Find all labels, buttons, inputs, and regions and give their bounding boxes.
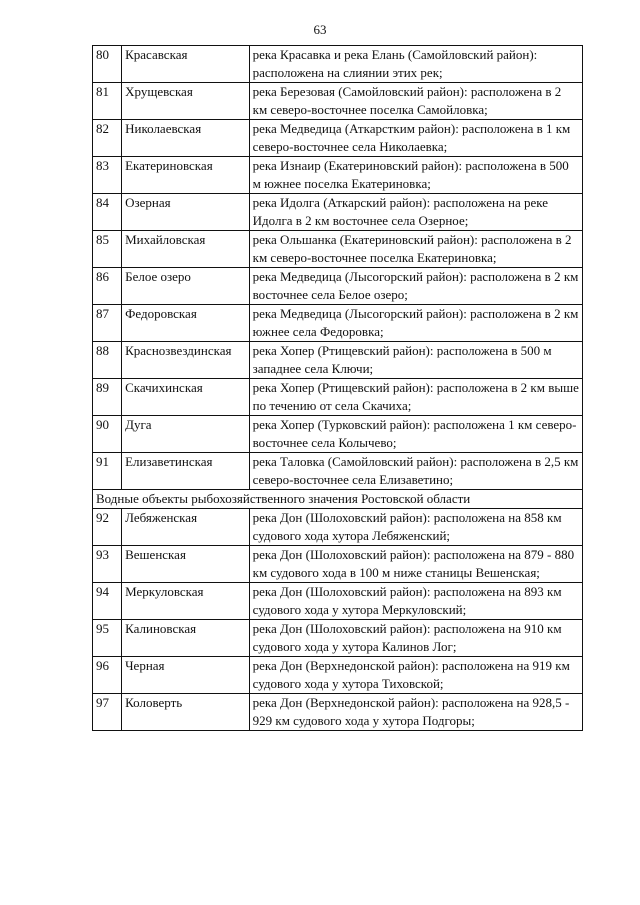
- row-number: 83: [93, 157, 122, 194]
- row-number: 80: [93, 46, 122, 83]
- row-description: река Медведица (Лысогорский район): расположена в 2 км восточнее села Белое озеро;: [249, 268, 582, 305]
- row-name: Скачихинская: [122, 379, 250, 416]
- table-row: [93, 453, 583, 490]
- row-name: Озерная: [122, 194, 250, 231]
- row-description: река Дон (Шолоховский район): расположена на 893 км судового хода у хутора Меркуловский;: [249, 583, 582, 620]
- table-row: [93, 194, 583, 231]
- row-number: 90: [93, 416, 122, 453]
- row-number: 82: [93, 120, 122, 157]
- row-description: река Идолга (Аткарский район): расположена на реке Идолга в 2 км восточнее села Озерное;: [249, 194, 582, 231]
- row-name: Вешенская: [122, 546, 250, 583]
- table-row: [93, 342, 583, 379]
- row-description: река Таловка (Самойловский район): расположена в 2,5 км северо-восточнее села Елизаветино;: [249, 453, 582, 490]
- table-row: [93, 46, 583, 83]
- table-row: [93, 268, 583, 305]
- table-row: [93, 157, 583, 194]
- table-row: [93, 694, 583, 731]
- row-description: река Хопер (Ртищевский район): расположена в 500 м западнее села Ключи;: [249, 342, 582, 379]
- row-number: 89: [93, 379, 122, 416]
- table-row: [93, 509, 583, 546]
- table-row: [93, 83, 583, 120]
- table-row: [93, 620, 583, 657]
- row-name: Дуга: [122, 416, 250, 453]
- row-number: 81: [93, 83, 122, 120]
- row-name: Меркуловская: [122, 583, 250, 620]
- table-row: [93, 583, 583, 620]
- row-number: 93: [93, 546, 122, 583]
- row-description: река Изнаир (Екатериновский район): расположена в 500 м южнее поселка Екатериновка;: [249, 157, 582, 194]
- table-body-saratov: [93, 46, 583, 490]
- row-name: Михайловская: [122, 231, 250, 268]
- row-description: река Дон (Шолоховский район): расположена на 910 км судового хода у хутора Калинов Лог;: [249, 620, 582, 657]
- row-name: Калиновская: [122, 620, 250, 657]
- row-number: 86: [93, 268, 122, 305]
- row-description: река Дон (Верхнедонской район): расположена на 919 км судового хода у хутора Тиховской;: [249, 657, 582, 694]
- row-description: река Дон (Шолоховский район): расположена на 879 - 880 км судового хода в 100 м ниже станицы Вешенская;: [249, 546, 582, 583]
- row-description: река Красавка и река Елань (Самойловский район): расположена на слиянии этих рек;: [249, 46, 582, 83]
- row-number: 96: [93, 657, 122, 694]
- row-number: 85: [93, 231, 122, 268]
- row-name: Краснозвездинская: [122, 342, 250, 379]
- row-description: река Ольшанка (Екатериновский район): расположена в 2 км северо-восточнее поселка Екатериновка;: [249, 231, 582, 268]
- water-bodies-table: [92, 45, 583, 731]
- page-number: 63: [313, 22, 327, 37]
- row-name: Елизаветинская: [122, 453, 250, 490]
- table-row: [93, 416, 583, 453]
- table-row: [93, 657, 583, 694]
- table-row: [93, 120, 583, 157]
- row-number: 87: [93, 305, 122, 342]
- table-row: [93, 379, 583, 416]
- row-name: Хрущевская: [122, 83, 250, 120]
- row-number: 88: [93, 342, 122, 379]
- section-heading: Водные объекты рыбохозяйственного значения Ростовской области: [93, 490, 583, 509]
- row-description: река Березовая (Самойловский район): расположена в 2 км северо-восточнее поселка Самойловка;: [249, 83, 582, 120]
- row-description: река Медведица (Лысогорский район): расположена в 2 км южнее села Федоровка;: [249, 305, 582, 342]
- row-name: Белое озеро: [122, 268, 250, 305]
- row-name: Федоровская: [122, 305, 250, 342]
- row-description: река Медведица (Аткарстким район): расположена в 1 км северо-восточнее села Николаевка;: [249, 120, 582, 157]
- table-row: [93, 231, 583, 268]
- table-row: [93, 546, 583, 583]
- row-name: Лебяженская: [122, 509, 250, 546]
- row-number: 84: [93, 194, 122, 231]
- row-name: Екатериновская: [122, 157, 250, 194]
- row-name: Черная: [122, 657, 250, 694]
- table-row: [93, 305, 583, 342]
- row-name: Николаевская: [122, 120, 250, 157]
- row-number: 95: [93, 620, 122, 657]
- section-row: [93, 490, 583, 509]
- row-number: 91: [93, 453, 122, 490]
- row-number: 97: [93, 694, 122, 731]
- row-description: река Хопер (Турковский район): расположена 1 км северо-восточнее села Колычево;: [249, 416, 582, 453]
- row-description: река Дон (Верхнедонской район): расположена на 928,5 - 929 км судового хода у хутора Подгоры;: [249, 694, 582, 731]
- row-name: Коловерть: [122, 694, 250, 731]
- row-number: 92: [93, 509, 122, 546]
- row-description: река Хопер (Ртищевский район): расположена в 2 км выше по течению от села Скачиха;: [249, 379, 582, 416]
- row-number: 94: [93, 583, 122, 620]
- table-body-rostov: [93, 509, 583, 731]
- row-description: река Дон (Шолоховский район): расположена на 858 км судового хода хутора Лебяженский;: [249, 509, 582, 546]
- row-name: Красавская: [122, 46, 250, 83]
- table-section: [93, 490, 583, 509]
